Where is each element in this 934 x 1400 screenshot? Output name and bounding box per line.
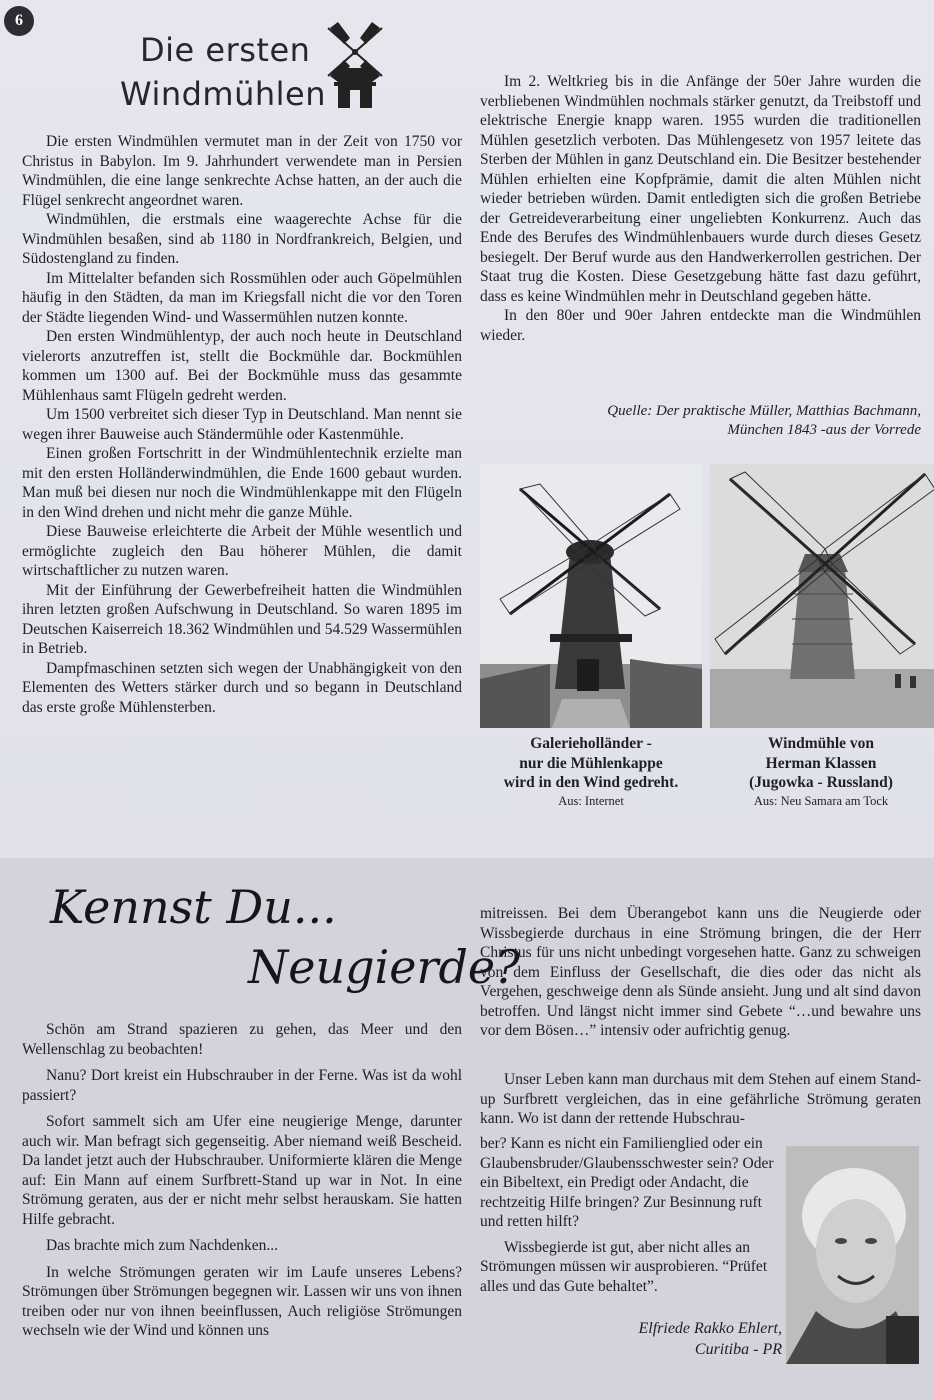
article2-title-part1: Kennst Du... (50, 880, 337, 934)
author-place: Curitiba - PR (694, 1341, 782, 1358)
article1-paragraph: Um 1500 verbreitet sich dieser Typ in Deutschland. Man nennt sie wegen ihrer Bauweise auch Ständermühle oder Kastenmühle. (22, 406, 462, 443)
article2-left-column (22, 1020, 462, 1348)
article2-paragraph: Unser Leben kann man durchaus mit dem Stehen auf einem Stand-up Surfbrett vergleichen, das in eine gefährliche Strömung geraten kann. Wo ist dann der rettende Hubschrau- (480, 1071, 921, 1127)
photo1-credit: Aus: Internet (558, 793, 624, 808)
photo1-caption-line2: nur die Mühlenkappe (519, 754, 663, 772)
article1-paragraph: Diese Bauweise erleichterte die Arbeit der Mühle wesentlich und ermöglichte zugleich den Bau höherer Mühlen, die damit wirtschaftlicher zu nutzen waren. (22, 523, 462, 579)
article1-right-column (480, 72, 921, 345)
article1-title-line2: Windmühlen (120, 75, 327, 113)
article1-title (120, 28, 330, 116)
article1-paragraph: Den ersten Windmühlentyp, der auch noch heute in Deutschland vielerorts anzutreffen ist, stellt die Bockmühle dar. Bockmühlen kommen um 1300 auf. Bei der Bockmühle muss das gesammte Mühlenhaus samt Flügeln gedreht werden. (22, 328, 462, 404)
photo1-caption-line1: Galerieholländer - (530, 735, 652, 752)
photo2-credit: Aus: Neu Samara am Tock (753, 793, 889, 808)
article1-paragraph: Im 2. Weltkrieg bis in die Anfänge der 50er Jahre wurden die verbliebenen Windmühlen nochmals stärker genutzt, da Treibstoff und elektrische Energie knapp waren. 1955 wurden die traditionellen Mühlen gesetzlich verboten. Das Mühlengesetz von 1957 leitete das Sterben der Mühlen in ganz Deutschland ein. Die Besitzer bestehender Mühlen erhielten eine Kopfprämie, damit die alten Mühlen nicht wieder betrieben würden. Damit entledigten sich die großen Betriebe der Getreideverarbeitung einer ungeliebten Konkurrenz. Auch das Ende des Berufes des Windmühlenbauers wurde durch dieses Gesetz besiegelt. Der Beruf wurde aus den Handwerkerrollen gestrichen. Der Staat trug die Kosten. Diese Gesetzgebung hätte fast dazu geführt, dass es keine Windmühlen mehr in Deutschland gegeben hätte. (480, 73, 921, 305)
article1-paragraph: Windmühlen, die erstmals eine waagerechte Achse für die Windmühlen besaßen, sind ab 1180 in Nordfrankreich, Belgien, und Südostengland zu finden. (22, 211, 462, 267)
article2-paragraph: Nanu? Dort kreist ein Hubschrauber in der Ferne. Was ist da wohl passiert? (22, 1067, 462, 1104)
author-name: Elfriede Rakko Ehlert, (638, 1320, 782, 1337)
author-portrait (786, 1146, 919, 1364)
article2-paragraph: Das brachte mich zum Nachdenken... (46, 1237, 278, 1254)
article2-paragraph: ber? Kann es nicht ein Familienglied oder ein Glaubensbruder/Glaubensschwester sein? Oder ein Bibeltext, ein Predigt oder Andacht, die rechtzeitig Hilfe bringen? Zur Besinnung ruft und retten hilft? (480, 1135, 774, 1230)
source-citation (480, 402, 921, 440)
photo2-caption-line2: Herman Klassen (765, 754, 877, 772)
photo1-caption-line3: wird in den Wind gedreht. (503, 774, 679, 791)
article1-paragraph: Dampfmaschinen setzten sich wegen der Unabhängigkeit von den Elementen des Wetters stärker durch und so begann in Deutschland das erste große Mühlensterben. (22, 659, 462, 716)
article1-paragraph: Einen großen Fortschritt in der Windmühlentechnik erzielte man mit den ersten Holländerwindmühlen, die Ende 1600 gebaut wurden. Man muß bei diesen nur noch die Windmühlenkappe mit den Flügeln in den Wind drehen und nicht mehr die ganze Mühle. (22, 445, 462, 521)
article2-right-column-middle (480, 1070, 921, 1136)
author-signature (560, 1318, 782, 1360)
windmill-icon (320, 18, 390, 110)
source-line2: München 1843 -aus der Vorrede (727, 422, 921, 438)
article1-paragraph: Die ersten Windmühlen vermutet man in der Zeit von 1750 vor Christus in Babylon. Im 9. Jahrhundert verwendete man in Persien Windmühlen, die eine lange senkrechte Achse hatten, an der auch die Flügel senkrecht angeordnet waren. (22, 133, 462, 209)
photo2-caption-line1: Windmühle von (767, 735, 875, 752)
article2-paragraph: mitreissen. Bei dem Überangebot kann uns die Neugierde oder Wissbegierde durchaus in eine Strömung bringen, die der Herr Christus für uns nicht unbedingt vorgesehen hatte. Ganz zu schweigen von dem Einfluss der Gesellschaft, die dies oder das nicht als Vergehen, geschweige denn als Sünde ansieht. Jung und alt sind davon betroffen. Und längst nicht immer sind Gebete “…und bewahre uns vor dem Bösen…” intensiv oder aufrichtig genug. (480, 905, 921, 1039)
windmill-photo-galerieholland (480, 464, 702, 728)
article1-paragraph: Im Mittelalter befanden sich Rossmühlen oder auch Göpelmühlen häufig in den Städten, da man im Kriegsfall nicht die vor den Toren der Städte liegenden Wind- und Wassermühlen nutzen konnte. (22, 269, 462, 326)
article2-paragraph: In welche Strömungen geraten wir im Laufe unseres Lebens? Strömungen über Strömungen begegnen wir. Lassen wir uns von ihnen treiben oder nur von ihnen beeinflussen, Auch religiöse Strömungen wechseln wie der Wind und können uns (22, 1263, 462, 1339)
article2-paragraph: Wissbegierde ist gut, aber nicht alles an Strömungen müssen wir ausprobieren. “Prüfet alles und das Gute behaltet”. (480, 1238, 768, 1295)
article2-paragraph: Sofort sammelt sich am Ufer eine neugierige Menge, darunter auch wir. Man befragt sich gegenseitig. Aber niemand weiß Bescheid. Da landet jetzt auch der Hubschrauber. Uniformierte klären die Menge auf: Ein Mann auf einem Surfbrett-Stand up war in Not. In eine Strömung geraten, aus der er nicht mehr selbst herauskam. Sie hatten Hilfe gebracht. (22, 1113, 462, 1228)
source-line1: Quelle: Der praktische Müller, Matthias Bachmann, (607, 403, 921, 419)
article2-right-column-top (480, 904, 921, 1041)
photo2-caption-line3: (Jugowka - Russland) (749, 774, 893, 791)
article1-paragraph: In den 80er und 90er Jahren entdeckte man die Windmühlen wieder. (480, 307, 921, 344)
page-number: 6 (4, 6, 34, 36)
article2-title-part2: Neugierde? (248, 940, 520, 994)
article1-title-line1: Die ersten (140, 31, 311, 69)
article2-paragraph: Schön am Strand spazieren zu gehen, das Meer und den Wellenschlag zu beobachten! (22, 1021, 462, 1058)
article1-left-column (22, 132, 462, 717)
windmill-photo-klassen (710, 464, 934, 728)
article1-paragraph: Mit der Einführung der Gewerbefreiheit hatten die Windmühlen ihren letzten großen Aufschwung in Deutschland. So waren 1895 im Deutschen Kaiserreich 18.362 Windmühlen und 54.529 Wassermühlen in Betrieb. (22, 581, 462, 657)
photo1-caption (480, 734, 702, 809)
article2-narrow-column (480, 1134, 780, 1302)
photo2-caption (710, 734, 932, 809)
